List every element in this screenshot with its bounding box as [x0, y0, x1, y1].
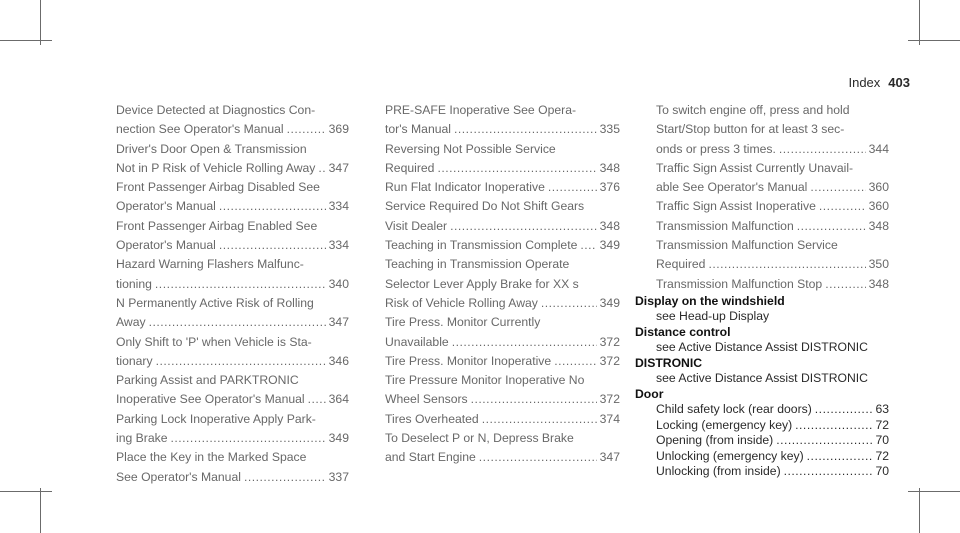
- entry-text: See Operator's Manual: [116, 469, 241, 484]
- index-column-3: [635, 101, 889, 480]
- dot-leader: [287, 120, 326, 139]
- entry-text: Front Passenger Airbag Enabled See: [116, 218, 318, 233]
- entry-text: tor's Manual: [385, 122, 452, 137]
- crop-mark: [0, 40, 52, 41]
- dot-leader: [454, 120, 597, 139]
- dot-leader: [541, 294, 597, 313]
- page-reference: 347: [599, 450, 620, 465]
- entry-text: Operator's Manual: [116, 199, 216, 214]
- dot-leader: [155, 275, 326, 294]
- index-entry: [385, 140, 620, 159]
- entry-text: Teaching in Transmission Complete: [385, 238, 578, 253]
- page-reference: 348: [599, 160, 620, 175]
- index-entry: [116, 371, 349, 390]
- index-entry: [656, 217, 889, 236]
- entry-text: Teaching in Transmission Operate: [385, 257, 570, 272]
- page-reference: 364: [328, 392, 349, 407]
- dot-leader: [471, 390, 597, 409]
- see-reference: see Active Distance Assist DISTRONIC: [656, 340, 868, 355]
- index-entry: [656, 159, 889, 178]
- dot-leader: [219, 197, 326, 216]
- index-entry: [116, 140, 349, 159]
- index-entry: [385, 217, 620, 236]
- entry-text: Parking Assist and PARKTRONIC: [116, 373, 299, 388]
- index-column-2: [385, 101, 620, 468]
- entry-text: Transmission Malfunction: [656, 218, 794, 233]
- dot-leader: [171, 429, 326, 448]
- entry-text: To Deselect P or N, Depress Brake: [385, 431, 574, 446]
- index-entry: [656, 402, 889, 418]
- index-entry: [385, 294, 620, 313]
- index-entry: [385, 159, 620, 178]
- entry-text: Wheel Sensors: [385, 392, 468, 407]
- dot-leader: [219, 236, 326, 255]
- dot-leader: [450, 217, 597, 236]
- dot-leader: [810, 178, 865, 197]
- entry-text: Child safety lock (rear doors): [656, 402, 812, 417]
- entry-text: Unavailable: [385, 334, 449, 349]
- dot-leader: [819, 197, 866, 216]
- index-entry: [656, 464, 889, 480]
- dot-leader: [548, 178, 597, 197]
- entry-text: tionary: [116, 353, 153, 368]
- keyword-distance-control: Distance control: [635, 324, 731, 339]
- page-reference: 372: [599, 334, 620, 349]
- index-entry: [116, 101, 349, 120]
- dot-leader: [308, 390, 326, 409]
- entry-text: able See Operator's Manual: [656, 180, 808, 195]
- entry-text: Operator's Manual: [116, 238, 216, 253]
- page-reference: 348: [599, 218, 620, 233]
- section-title: Index: [848, 75, 881, 90]
- index-entry: [116, 255, 349, 274]
- index-entry: [656, 236, 889, 255]
- entry-text: Service Required Do Not Shift Gears: [385, 199, 585, 214]
- page-reference: 369: [328, 122, 349, 137]
- entry-text: Parking Lock Inoperative Apply Park-: [116, 411, 316, 426]
- dot-leader: [708, 255, 865, 274]
- page-reference: 360: [868, 180, 889, 195]
- entry-text: Device Detected at Diagnostics Con-: [116, 103, 316, 117]
- page-reference: 349: [599, 238, 620, 253]
- dot-leader: [554, 352, 596, 371]
- index-entry: [116, 120, 349, 139]
- entry-text: Transmission Malfunction Stop: [656, 276, 823, 291]
- entry-text: Run Flat Indicator Inoperative: [385, 180, 545, 195]
- entry-text: Away: [116, 315, 146, 330]
- page-reference: 335: [599, 122, 620, 137]
- dot-leader: [784, 464, 873, 480]
- page-reference: 360: [868, 199, 889, 214]
- keyword-distronic: DISTRONIC: [635, 355, 703, 370]
- page-header: [848, 75, 910, 90]
- dot-leader: [825, 275, 865, 294]
- index-column-1: [116, 101, 349, 487]
- dot-leader: [807, 449, 873, 465]
- page-reference: 70: [875, 433, 889, 448]
- entry-text: Place the Key in the Marked Space: [116, 450, 307, 465]
- index-entry: [656, 418, 889, 434]
- entry-text: PRE-SAFE Inoperative See Opera-: [385, 103, 577, 117]
- page-reference: 72: [875, 417, 889, 432]
- dot-leader: [797, 217, 866, 236]
- entry-text: Front Passenger Airbag Disabled See: [116, 180, 320, 195]
- index-entry: [656, 101, 889, 120]
- page-reference: 349: [599, 295, 620, 310]
- page-reference: 347: [328, 315, 349, 330]
- index-entry: [385, 255, 620, 274]
- entry-text: Locking (emergency key): [656, 417, 793, 432]
- index-entry: [116, 468, 349, 487]
- dot-leader: [795, 418, 872, 434]
- see-reference: see Active Distance Assist DISTRONIC: [656, 371, 868, 386]
- entry-text: Required: [656, 257, 706, 272]
- page-reference: 350: [868, 257, 889, 272]
- entry-text: ing Brake: [116, 431, 168, 446]
- dot-leader: [776, 433, 872, 449]
- page-reference: 72: [875, 448, 889, 463]
- entry-text: Unlocking (from inside): [656, 464, 781, 479]
- page-reference: 349: [328, 431, 349, 446]
- entry-text: Visit Dealer: [385, 218, 448, 233]
- index-entry: [656, 275, 889, 294]
- page-reference: 346: [328, 353, 349, 368]
- entry-text: Only Shift to 'P' when Vehicle is Sta-: [116, 334, 312, 349]
- entry-text: nection See Operator's Manual: [116, 122, 284, 137]
- dot-leader: [580, 236, 596, 255]
- index-entry: [116, 333, 349, 352]
- keyword-door: Door: [635, 386, 664, 401]
- crop-mark: [908, 40, 960, 41]
- entry-text: N Permanently Active Risk of Rolling: [116, 295, 314, 310]
- entry-text: Risk of Vehicle Rolling Away: [385, 295, 538, 310]
- index-entry: [656, 178, 889, 197]
- index-entry: [116, 410, 349, 429]
- index-entry: [116, 390, 349, 409]
- index-entry: [385, 333, 620, 352]
- entry-text: Traffic Sign Assist Currently Unavail-: [656, 160, 854, 175]
- dot-leader: [815, 402, 873, 418]
- page-reference: 374: [599, 411, 620, 426]
- crop-mark: [919, 0, 920, 45]
- page-reference: 334: [328, 199, 349, 214]
- dot-leader: [479, 448, 597, 467]
- entry-text: Driver's Door Open & Transmission: [116, 141, 307, 156]
- keyword-display-windshield: Display on the windshield: [635, 293, 785, 308]
- index-entry: [116, 294, 349, 313]
- see-reference: see Head-up Display: [656, 309, 770, 324]
- index-entry: [116, 448, 349, 467]
- crop-mark: [908, 491, 960, 492]
- index-entry: [116, 236, 349, 255]
- entry-text: onds or press 3 times.: [656, 141, 776, 156]
- dot-leader: [452, 333, 597, 352]
- index-entry: [116, 178, 349, 197]
- entry-text: Reversing Not Possible Service: [385, 141, 556, 156]
- dot-leader: [437, 159, 596, 178]
- page-reference: 372: [599, 353, 620, 368]
- index-entry: [385, 352, 620, 371]
- entry-text: Unlocking (emergency key): [656, 448, 804, 463]
- dot-leader: [779, 140, 866, 159]
- index-entry: [385, 429, 620, 448]
- dot-leader: [149, 313, 326, 332]
- entry-text: Traffic Sign Assist Inoperative: [656, 199, 816, 214]
- index-entry: [385, 275, 620, 294]
- crop-mark: [40, 488, 41, 533]
- page-reference: 347: [328, 160, 349, 175]
- page-reference: 348: [868, 276, 889, 291]
- dot-leader: [156, 352, 326, 371]
- index-entry: [116, 275, 349, 294]
- index-entry: [385, 178, 620, 197]
- index-entry: [385, 410, 620, 429]
- index-entry: [116, 159, 349, 178]
- page-reference: 70: [875, 464, 889, 479]
- index-entry: [656, 140, 889, 159]
- crop-mark: [0, 491, 52, 492]
- index-entry: [385, 313, 620, 332]
- entry-text: Opening (from inside): [656, 433, 774, 448]
- entry-text: tioning: [116, 276, 152, 291]
- page-reference: 334: [328, 238, 349, 253]
- crop-mark: [919, 488, 920, 533]
- entry-text: Tires Overheated: [385, 411, 479, 426]
- page-reference: 340: [328, 276, 349, 291]
- index-entry: [385, 371, 620, 390]
- index-entry: [385, 236, 620, 255]
- page-reference: 337: [328, 469, 349, 484]
- index-entry: [116, 217, 349, 236]
- entry-text: Start/Stop button for at least 3 sec-: [656, 122, 845, 137]
- index-entry: [116, 352, 349, 371]
- index-entry: [385, 197, 620, 216]
- index-entry: [656, 120, 889, 139]
- index-entry: [385, 120, 620, 139]
- index-entry: [385, 390, 620, 409]
- entry-text: Inoperative See Operator's Manual: [116, 392, 305, 407]
- entry-text: Tire Press. Monitor Inoperative: [385, 353, 552, 368]
- crop-mark: [40, 0, 41, 45]
- page-reference: 344: [868, 141, 889, 156]
- index-entry: [656, 433, 889, 449]
- dot-leader: [318, 159, 325, 178]
- dot-leader: [482, 410, 597, 429]
- entry-text: Tire Press. Monitor Currently: [385, 315, 541, 330]
- page-reference: 348: [868, 218, 889, 233]
- index-entry: [656, 255, 889, 274]
- index-entry: [385, 101, 620, 120]
- entry-text: Tire Pressure Monitor Inoperative No: [385, 373, 585, 388]
- page-number: 403: [888, 75, 910, 90]
- entry-text: Selector Lever Apply Brake for XX s: [385, 276, 579, 291]
- index-entry: [116, 197, 349, 216]
- index-entry: [116, 429, 349, 448]
- index-entry: [116, 313, 349, 332]
- index-entry: [656, 449, 889, 465]
- index-entry: [656, 197, 889, 216]
- entry-text: Hazard Warning Flashers Malfunc-: [116, 257, 304, 272]
- entry-text: Required: [385, 160, 435, 175]
- page-reference: 376: [599, 180, 620, 195]
- entry-text: Not in P Risk of Vehicle Rolling Away: [116, 160, 316, 175]
- entry-text: and Start Engine: [385, 450, 476, 465]
- index-entry: [385, 448, 620, 467]
- entry-text: Transmission Malfunction Service: [656, 238, 838, 253]
- page-reference: 372: [599, 392, 620, 407]
- page-reference: 63: [875, 402, 889, 417]
- entry-text: To switch engine off, press and hold: [656, 103, 850, 117]
- dot-leader: [244, 468, 326, 487]
